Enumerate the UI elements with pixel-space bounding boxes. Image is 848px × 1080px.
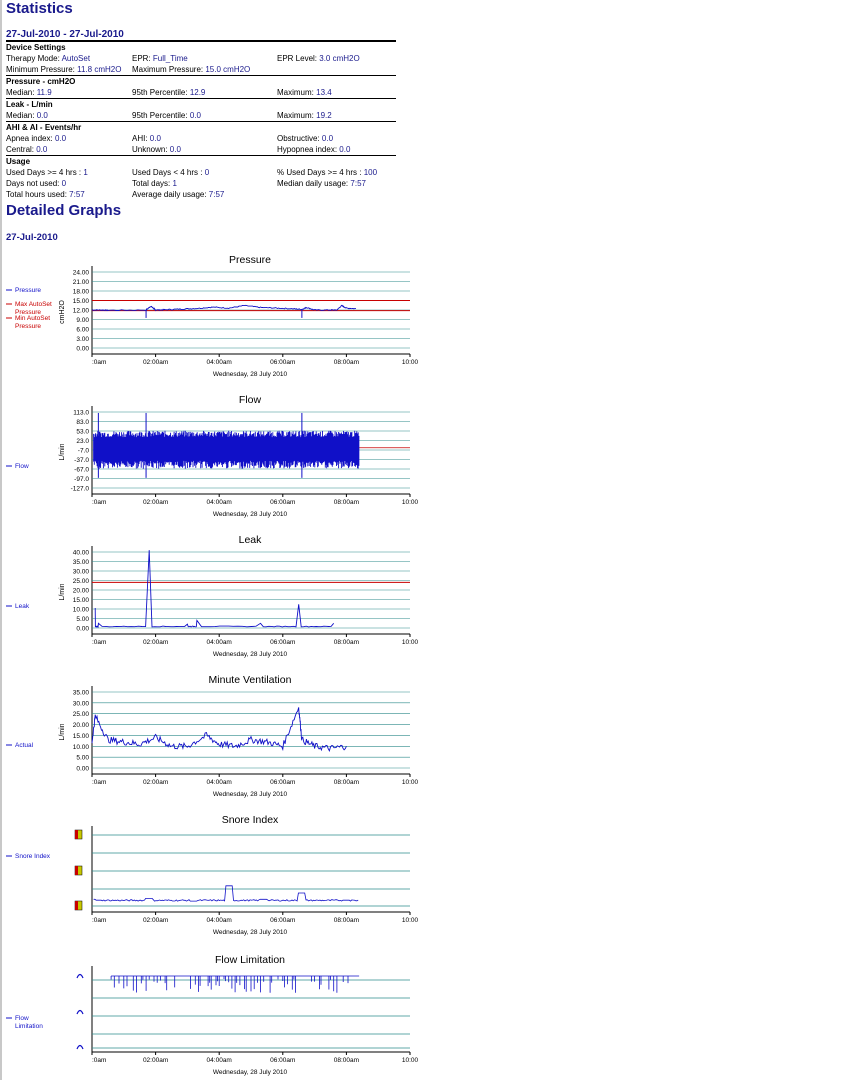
stats-section-header [6, 122, 396, 134]
snore-level-icon [75, 830, 82, 839]
stat-value: 100 [363, 168, 378, 177]
x-tick-label: 08:00am [333, 359, 360, 366]
stats-section-header [6, 156, 396, 168]
y-tick-label: 15.00 [72, 732, 89, 740]
stat-cell [6, 189, 132, 200]
stat-value: 0.0 [36, 111, 48, 120]
snore-level-icon-mark [75, 866, 78, 875]
stat-value: 0.0 [321, 134, 334, 143]
stat-value: 0.0 [54, 134, 67, 143]
stat-label: Median: [6, 111, 37, 120]
stats-row [6, 167, 396, 178]
x-tick-label: 02:00am [142, 639, 169, 646]
chart-title: Leak [238, 534, 262, 546]
y-tick-label: 6.00 [76, 326, 89, 334]
stat-label: Central: [6, 145, 37, 154]
x-caption: Wednesday, 28 July 2010 [212, 791, 288, 798]
stat-cell [132, 87, 277, 99]
y-tick-label: 53.0 [76, 428, 89, 436]
x-tick-label: 10:00 [401, 639, 419, 646]
stat-label: Used Days >= 4 hrs : [6, 168, 84, 177]
x-tick-label: 04:00am [206, 917, 232, 924]
flow-limit-icon [77, 975, 83, 979]
y-tick-label: 24.00 [72, 269, 89, 277]
series-line [92, 707, 346, 750]
y-tick-label: 83.0 [76, 419, 89, 426]
stat-cell [6, 178, 132, 189]
y-tick-label: 35.00 [72, 559, 89, 566]
section-heading: Device Settings [6, 41, 396, 53]
x-tick-label: 04:00am [206, 359, 232, 366]
stats-row [6, 53, 396, 64]
stat-label: 95th Percentile: [132, 88, 190, 97]
y-tick-label: -67.0 [74, 466, 89, 474]
x-tick-label: 02:00am [142, 499, 169, 506]
stat-cell [277, 64, 396, 76]
x-tick-label: :0am [92, 639, 107, 646]
stats-row [6, 64, 396, 76]
stat-label: Average daily usage: [132, 190, 209, 199]
flow-limit-icon [77, 1011, 83, 1015]
flow-trace [94, 431, 359, 469]
legend-label: Max AutoSet Pressure [15, 301, 52, 316]
y-tick-label: 20.00 [72, 722, 89, 730]
y-tick-label: 40.00 [72, 549, 89, 557]
chart-minute-ventilation [6, 674, 419, 798]
legend-label: Actual [15, 742, 34, 749]
stats-row [6, 144, 396, 156]
x-tick-label: 06:00am [270, 359, 296, 366]
stat-value: 13.4 [316, 88, 332, 97]
stat-label: Obstructive: [277, 134, 322, 143]
stat-cell [6, 167, 132, 178]
y-tick-label: 9.00 [76, 317, 89, 324]
stat-value: 0.0 [189, 111, 201, 120]
chart-title: Minute Ventilation [208, 674, 292, 686]
y-axis-label: L/min [59, 723, 66, 741]
stat-cell [277, 87, 396, 99]
stat-cell [132, 189, 277, 200]
stat-value: Full_Time [152, 54, 188, 63]
section-heading: AHI & AI - Events/hr [6, 122, 396, 134]
y-tick-label: 23.0 [76, 438, 89, 445]
stat-cell [277, 189, 396, 200]
stats-section-header [6, 99, 396, 111]
y-tick-label: 10.00 [72, 606, 89, 614]
legend-label: Flow [15, 463, 29, 470]
x-tick-label: :0am [92, 499, 107, 506]
y-tick-label: 0.00 [76, 345, 89, 353]
y-tick-label: 0.00 [76, 625, 89, 633]
left-border [0, 0, 2, 1080]
stat-value: 0.0 [339, 145, 351, 154]
stat-cell [6, 53, 132, 64]
legend-label: Flow Limitation [15, 1015, 43, 1030]
section-heading: Usage [6, 156, 396, 168]
y-tick-label: 5.00 [76, 616, 89, 623]
chart-title: Flow [238, 394, 262, 406]
y-tick-label: 15.00 [72, 298, 89, 305]
stats-row [6, 87, 396, 99]
stat-label: Maximum: [277, 88, 317, 97]
x-tick-label: 10:00 [401, 917, 419, 924]
stat-cell [6, 64, 132, 76]
stat-value: 0.0 [149, 134, 161, 143]
stat-value: 12.9 [189, 88, 206, 97]
stat-cell [6, 133, 132, 144]
stat-label: % Used Days >= 4 hrs : [277, 168, 364, 177]
stats-row [6, 189, 396, 200]
stats-section-header [6, 41, 396, 53]
stat-cell [6, 144, 132, 156]
x-caption: Wednesday, 28 July 2010 [212, 371, 288, 378]
y-tick-label: -7.0 [77, 447, 89, 455]
stat-cell [6, 87, 132, 99]
x-tick-label: :0am [92, 917, 107, 924]
x-tick-label: 02:00am [142, 779, 169, 786]
series-line [92, 305, 356, 310]
stat-cell [277, 167, 396, 178]
y-tick-label: 5.00 [76, 754, 89, 762]
snore-level-icon [75, 866, 82, 875]
y-axis-label: L/min [59, 583, 66, 601]
chart-snore-index [6, 814, 419, 936]
stat-value: 0.0 [169, 145, 181, 154]
legend-label: Pressure [15, 287, 42, 294]
stat-label: Hypopnea index: [277, 145, 340, 154]
stat-label: EPR: [132, 54, 153, 63]
stat-value: 7:57 [350, 179, 366, 188]
stat-cell [132, 144, 277, 156]
stat-cell [277, 178, 396, 189]
legend-label: Min AutoSet Pressure [15, 315, 51, 330]
stat-label: Therapy Mode: [6, 54, 62, 63]
x-tick-label: 08:00am [333, 499, 360, 506]
x-tick-label: 10:00 [401, 499, 419, 506]
y-tick-label: 10.00 [72, 743, 89, 751]
stat-label: EPR Level: [277, 54, 320, 63]
graph-date: 27-Jul-2010 [6, 232, 58, 243]
x-tick-label: 06:00am [270, 917, 296, 924]
flow-limit-icon [77, 1046, 83, 1050]
y-tick-label: 12.00 [72, 307, 89, 315]
x-tick-label: 10:00 [401, 779, 419, 786]
y-tick-label: 113.0 [73, 409, 89, 417]
chart-title: Pressure [228, 254, 272, 266]
stat-cell [277, 53, 396, 64]
stat-label: Days not used: [6, 179, 62, 188]
stat-cell [132, 178, 277, 189]
x-caption: Wednesday, 28 July 2010 [212, 1069, 288, 1076]
x-tick-label: 08:00am [333, 639, 360, 646]
stat-value: 1 [83, 168, 88, 177]
x-tick-label: 06:00am [270, 499, 296, 506]
stat-label: Total hours used: [6, 190, 70, 199]
y-tick-label: 0.00 [76, 765, 89, 773]
y-tick-label: 15.00 [72, 597, 89, 604]
y-tick-label: 3.00 [76, 336, 89, 343]
stat-label: Median daily usage: [277, 179, 351, 188]
x-tick-label: 08:00am [333, 917, 360, 924]
section-heading: Leak - L/min [6, 99, 396, 111]
chart-title: Snore Index [221, 814, 279, 826]
x-tick-label: 06:00am [270, 639, 296, 646]
y-axis-label: L/min [59, 443, 66, 461]
stat-value: 7:57 [69, 190, 85, 199]
x-tick-label: :0am [92, 779, 107, 786]
stats-section-header [6, 76, 396, 88]
snore-level-icon-mark [75, 830, 78, 839]
page-title: Statistics [6, 0, 73, 17]
x-tick-label: :0am [92, 359, 107, 366]
y-tick-label: 25.00 [72, 578, 89, 585]
stat-value: AutoSet [61, 54, 91, 63]
y-axis-label: cmH2O [59, 300, 66, 324]
stats-row [6, 178, 396, 189]
x-tick-label: 08:00am [333, 779, 360, 786]
x-tick-label: 02:00am [142, 917, 169, 924]
x-caption: Wednesday, 28 July 2010 [212, 651, 288, 658]
y-tick-label: -97.0 [74, 476, 89, 483]
y-tick-label: 30.00 [72, 568, 89, 576]
stat-value: 15.0 cmH2O [205, 65, 251, 74]
x-tick-label: 04:00am [206, 639, 232, 646]
stat-label: Minimum Pressure: [6, 65, 78, 74]
date-range: 27-Jul-2010 - 27-Jul-2010 [6, 29, 124, 40]
y-tick-label: 30.00 [72, 700, 89, 708]
chart-flow-limitation [6, 954, 419, 1076]
chart-title: Flow Limitation [214, 954, 286, 966]
stat-label: Median: [6, 88, 37, 97]
y-tick-label: 18.00 [72, 288, 89, 296]
stat-label: Maximum: [277, 111, 317, 120]
flow-limitation-trace [111, 976, 359, 993]
stat-label: 95th Percentile: [132, 111, 190, 120]
stat-value: 0 [204, 168, 210, 177]
stat-label: Used Days < 4 hrs : [132, 168, 205, 177]
stat-value: 7:57 [208, 190, 225, 199]
stat-label: Unknown: [132, 145, 170, 154]
stat-cell [132, 133, 277, 144]
stat-value: 0 [61, 179, 67, 188]
x-tick-label: 04:00am [206, 499, 232, 506]
section-heading: Pressure - cmH2O [6, 76, 396, 88]
chart-leak [6, 534, 419, 658]
x-tick-label: 06:00am [270, 779, 296, 786]
stat-value: 11.8 cmH2O [77, 65, 122, 74]
stat-value: 11.9 [36, 88, 52, 97]
stat-label: Maximum Pressure: [132, 65, 206, 74]
stat-cell [132, 110, 277, 122]
stat-cell [6, 110, 132, 122]
stats-row [6, 133, 396, 144]
stat-value: 1 [172, 179, 177, 188]
x-tick-label: 04:00am [206, 1057, 232, 1064]
series-line [95, 550, 334, 627]
detailed-graphs-title: Detailed Graphs [6, 202, 122, 219]
stat-value: 3.0 cmH2O [319, 54, 360, 63]
stat-cell [132, 64, 277, 76]
stat-value: 19.2 [316, 111, 332, 120]
series-line [94, 886, 359, 901]
y-tick-label: 25.00 [72, 711, 89, 719]
legend-label: Snore Index [15, 853, 51, 860]
stat-cell [277, 133, 396, 144]
y-tick-label: -127.0 [70, 485, 89, 493]
stat-cell [132, 53, 277, 64]
stat-label: AHI: [132, 134, 150, 143]
stat-label: Total days: [132, 179, 173, 188]
stats-row [6, 110, 396, 122]
stat-cell [277, 110, 396, 122]
snore-level-icon-mark [75, 901, 78, 910]
x-tick-label: 02:00am [142, 359, 169, 366]
legend-label: Leak [15, 603, 30, 610]
x-tick-label: 08:00am [333, 1057, 360, 1064]
y-tick-label: 20.00 [72, 587, 89, 595]
stat-label: Apnea index: [6, 134, 55, 143]
stat-value: 0.0 [36, 145, 48, 154]
chart-pressure [6, 254, 419, 378]
y-tick-label: 35.00 [72, 689, 89, 697]
chart-flow [6, 394, 419, 518]
x-tick-label: :0am [92, 1057, 107, 1064]
snore-level-icon [75, 901, 82, 910]
x-tick-label: 10:00 [401, 359, 419, 366]
stat-cell [132, 167, 277, 178]
x-caption: Wednesday, 28 July 2010 [212, 511, 288, 518]
y-tick-label: 21.00 [72, 279, 89, 286]
statistics-table [6, 40, 396, 200]
x-tick-label: 06:00am [270, 1057, 296, 1064]
x-caption: Wednesday, 28 July 2010 [212, 929, 288, 936]
y-tick-label: -37.0 [74, 457, 89, 464]
x-tick-label: 04:00am [206, 779, 232, 786]
stat-cell [277, 144, 396, 156]
x-tick-label: 10:00 [401, 1057, 419, 1064]
x-tick-label: 02:00am [142, 1057, 169, 1064]
